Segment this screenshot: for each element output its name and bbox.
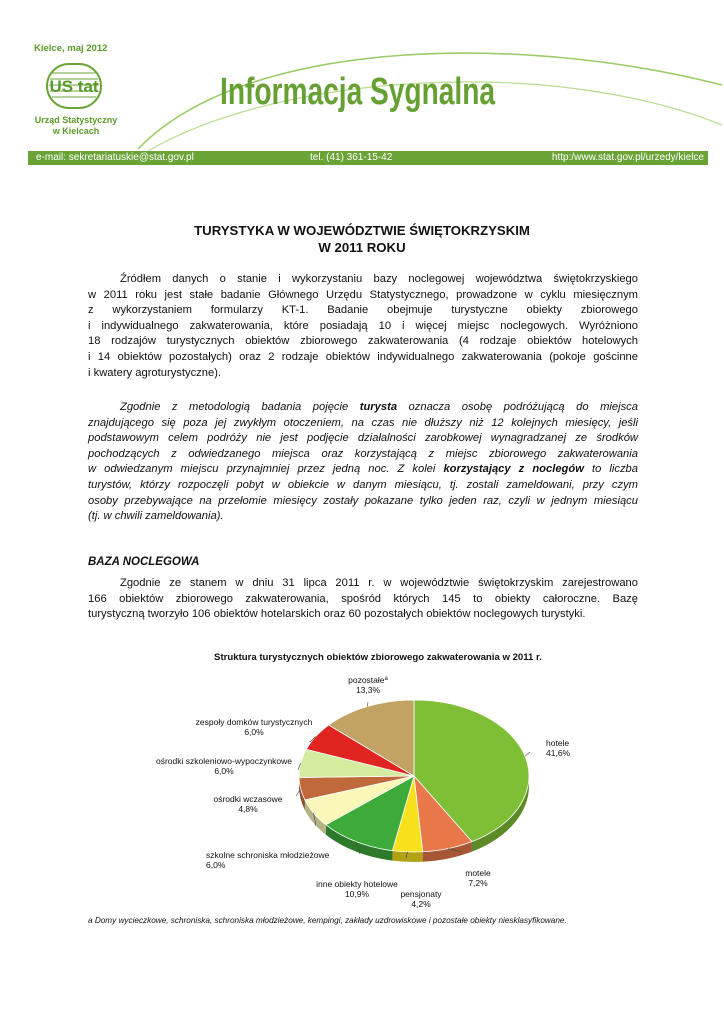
paragraph-definitions: Zgodnie z metodologią badania pojęcie turysta oznacza osobę podróżującą do miejsca znajdującego się poza jej zwykłym otoczeniem, na czas nie dłuższy niż 12 kolejnych miesięcy, jeśli podstawowym celem podróży nie jest podjęcie działalności zarobkowej wynagradzanej ze środków pochodzących z odwiedzanego miejsca oraz korzystającą z miejsc zbiorowego zakwaterowania w odwiedzanym miejscu przynajmniej przez jedną noc. Z kolei korzystający z noclegów to liczba turystów, którzy rozpoczęli pobyt w obiekcie w danym miesiącu, tj. zostali zameldowani, przy czym osoby przebywające na przełomie miesięcy zostały pokazane tylko jeden raz, czyli w jednym miesiącu (tj. w chwili zameldowania). — [88, 401, 638, 523]
pie-label-6: ośrodki szkoleniowo-wypoczynkowe 6,0% — [155, 756, 293, 776]
pie-label-7: zespoły domków turystycznych 6,0% — [195, 717, 313, 737]
chart-title: Struktura turystycznych obiektów zbiorowego zakwaterowania w 2011 r. — [214, 652, 542, 663]
section-title: BAZA NOCLEGOWA — [88, 556, 200, 568]
pie-label-1: motele 7,2% — [465, 868, 491, 888]
pie-leader-8 — [367, 702, 368, 707]
logo-text: US tat — [49, 77, 99, 96]
pie-label-8: pozostałe$^a$ 13,3% — [348, 675, 388, 695]
pie-chart — [150, 672, 590, 912]
footnote: a Domy wycieczkowe, schroniska, schroniska młodzieżowe, kempingi, zakłady uzdrowiskowe i pozostałe obiekty niesklasyfikowane. — [88, 916, 567, 925]
report-date: Kielce, maj 2012 — [34, 43, 108, 54]
paragraph-accommodation: Zgodnie ze stanem w dniu 31 lipca 2011 r. w województwie świętokrzyskim zarejestrowano 166 obiektów zbiorowego zakwaterowania, spośród których 145 to obiekty całoroczne. Bazę turystyczną tworzyło 106 obiektów hotelarskich oraz 60 pozostałych obiektów noclegowych turystyki. — [88, 577, 638, 621]
banner-title: Informacja Sygnalna — [220, 71, 496, 113]
pie-leader-0 — [525, 752, 530, 756]
gus-logo — [46, 63, 102, 109]
pie-label-5: ośrodki wczasowe 4,8% — [213, 794, 283, 814]
term-turysta: turysta — [359, 401, 398, 413]
paragraph-intro: Źródłem danych o stanie i wykorzystaniu bazy noclegowej województwa świętokrzyskiego w 2011 roku jest stałe badanie Głównego Urzędu Statystycznego, prowadzone w cyklu miesięcznym z wykorzystaniem formularzy KT-1. Badanie obejmuje turystyczne obiekty zbiorowego i indywidualnego zakwaterowania, które posiadają 10 i więcej miejsc noclegowych. Wyróżniono 18 rodzajów turystycznych obiektów zbiorowego zakwaterowania (4 rodzaje obiektów hotelowych i 14 obiektów pozostałych) oraz 2 rodzaje obiektów indywidualnego zakwaterowania (pokoje gościnne i kwatery agroturystyczne). — [88, 273, 638, 379]
contact-strip — [28, 151, 708, 165]
pie-label-4: szkolne schroniska młodzieżowe 6,0% — [206, 850, 330, 870]
contact-phone: tel. (41) 361-15-42 — [310, 152, 393, 163]
pie-label-2: pensjonaty 4,2% — [400, 889, 442, 909]
office-name: Urząd Statystyczny w Kielcach — [34, 115, 118, 136]
term-korzystajacy: korzystający z noclegów — [443, 463, 584, 476]
document-title: TURYSTYKA W WOJEWÓDZTWIE ŚWIĘTOKRZYSKIM W 2011 ROKU — [194, 223, 530, 255]
pie-label-0: hotele 41,6% — [546, 738, 571, 758]
pie-label-3: inne obiekty hotelowe 10,9% — [316, 879, 398, 899]
contact-email[interactable]: e-mail: sekretariatuskie@stat.gov.pl — [36, 152, 194, 163]
contact-url[interactable]: http:/www.stat.gov.pl/urzedy/kielce — [551, 152, 704, 163]
